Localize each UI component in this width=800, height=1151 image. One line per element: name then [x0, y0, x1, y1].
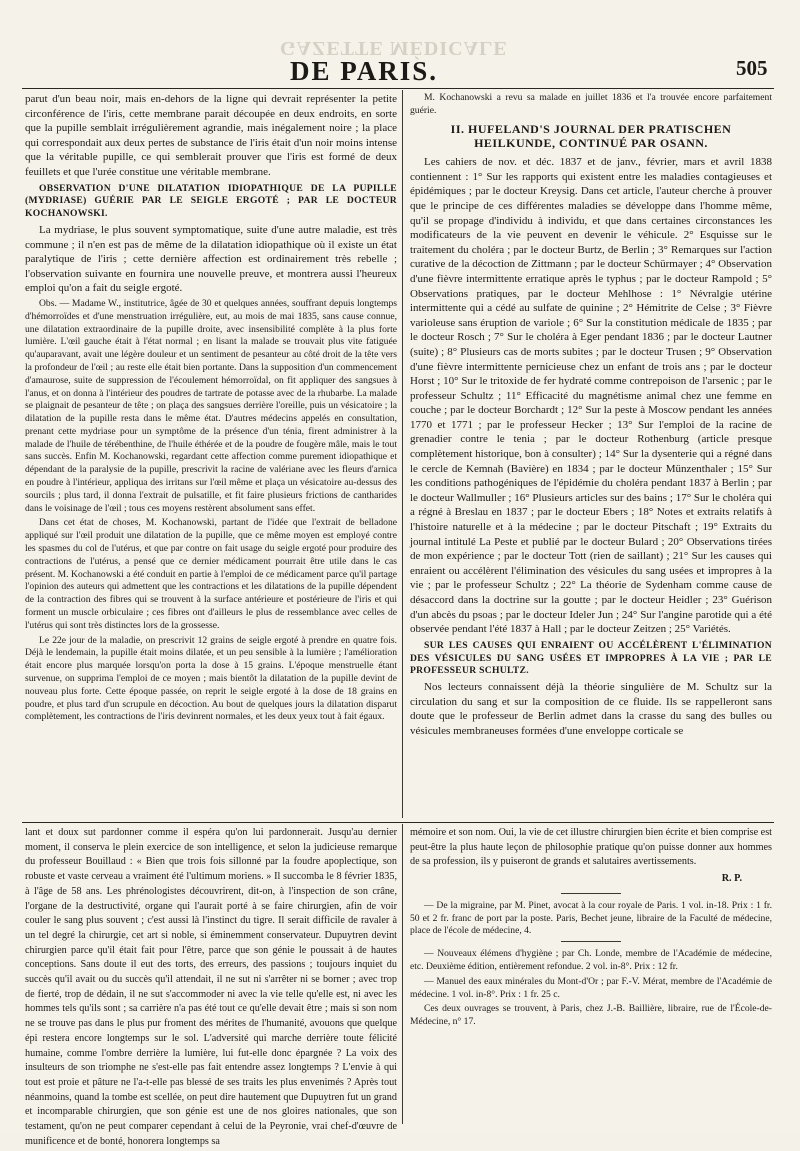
paragraph-observation: Obs. — Madame W., institutrice, âgée de 30 et quelques années, souffrant depuis longtemps d'hémorroïdes et d'une menstruation irrégulière, eut, au mois de mai 1835, sans cause connue, une dilatation extraordinaire de la pupille droite, avec insensibilité complète à la plus forte lumière. L'œil gauche était à l'état normal ; en lisant la malade se trouvait plus vite fatiguée qu'auparavant, avait une légère douleur et un sentiment de pesanteur au côté droit de la tête vers la profondeur de l'œil ; au reste elle était bien portante. Dans la supposition d'un commencement d'amaurose, suite de suppression de l'écoulement hémorroïdal, on fit appliquer des sangsues à l'anus, et on donna à l'intérieur des poudres de tartrate de potasse avec de la rhubarbe. La malade se plaignait de pesanteur de tête ; on plaça des sangsues derrière l'oreille, puis un vésicatoire ; la dilatation de la pupille resta dans le même état. D'autres médecins appelés en consultation, prenant cette mydriase pour un symptôme de la présence d'un ténia, firent administrer à la malade de l'huile de térébenthine, de l'huile éthérée et de la poudre de fougère mâle, mais le tout sans succès. Enfin M. Kochanowski, regardant cette affection comme purement idiopathique et dépendant de la paralysie de la pupille, prescrivit la racine de valériane avec les fleurs d'arnica en poudre à l'intérieur, appliqua des irritans sur l'œil même et plaça un vésicatoire au-dessus des sourcils ; plus tard, il donna l'extrait de pulsatille, et fit faire plusieurs frictions de cantharides dans le voisinage de l'œil ; tous ces moyens restèrent absolument sans effet. [25, 297, 397, 514]
column-left-top [25, 92, 397, 726]
notice: — Manuel des eaux minérales du Mont-d'Or ; par F.-V. Mérat, membre de l'Académie de médecine. 1 vol. in-8°. Prix : 1 fr. 25 c. [410, 975, 772, 1000]
notice: Ces deux ouvrages se trouvent, à Paris, chez J.-B. Baillière, libraire, rue de l'École-de-Médecine, n° 17. [410, 1003, 772, 1028]
paragraph: M. Kochanowski a revu sa malade en juillet 1836 et l'a trouvée encore parfaitement guérie. [410, 92, 772, 116]
section-heading: II. HUFELAND'S JOURNAL DER PRATISCHEN HEILKUNDE, CONTINUÉ PAR OSANN. [450, 121, 732, 151]
column-divider [402, 90, 403, 818]
column-right-bottom [410, 826, 772, 1031]
column-divider [402, 824, 403, 1124]
paragraph: mémoire et son nom. Oui, la vie de cet illustre chirurgien bien écrite et bien comprise est peut-être la plus haute leçon de philosophie pratique qu'on puisse donner aux hommes de sa profession, ils y puiseront de grands et salutaires avertissements. [410, 827, 772, 868]
paragraph: La mydriase, le plus souvent symptomatique, suite d'une autre maladie, est très commune ; il n'en est pas de même de la dilatation idiopathique où il existe un état paralytique de l'iris ; cette dernière affection est ordinairement très rebelle ; l'observation suivante en fournira une nouvelle preuve, et montrera aussi l'heureux emploi qu'on a fait du seigle ergoté. [25, 223, 397, 295]
page-number: 505 [736, 56, 768, 80]
column-right-top [410, 92, 772, 741]
paragraph: Dans cet état de choses, M. Kochanowski, partant de l'idée que l'extrait de belladone appliqué sur l'œil produit une dilatation de la pupille, que ce même moyen est employé contre les spasmes du col de l'utérus, et que par contre on fait usage du seigle ergoté pour produire des contractions de l'utérus, a pensé que ce dernier médicament pourrait être utile dans le cas présent. M. Kochanowski a été conduit en partie à l'emploi de ce médicament parce qu'il partage l'opinion des auteurs qui admettent que les contractions et les dilatations de la pupille dépendent de la contraction des fibres qui se trouvent à la surface antérieure et postérieure de l'iris et qui forment un muscle orbiculaire ; ces fibres ont d'ailleurs le plus de ressemblance avec celles de l'utérus qui sont très distinctes lors de la grossesse. [25, 517, 397, 631]
article-heading: OBSERVATION D'UNE DILATATION IDIOPATHIQUE DE LA PUPILLE (MYDRIASE) GUÉRIE PAR LE SEIGLE ERGOTÉ ; PAR LE DOCTEUR KOCHANOWSKI. [25, 182, 397, 220]
article-heading: SUR LES CAUSES QUI ENRAIENT OU ACCÉLÈRENT L'ÉLIMINATION DES VÉSICULES DU SANG USÉES ET IMPROPRES À LA VIE ; PAR LE PROFESSEUR SCHULTZ. [410, 639, 772, 677]
masthead-title: DE PARIS. [290, 56, 439, 86]
separator [561, 893, 621, 894]
paragraph: Nos lecteurs connaissent déjà la théorie singulière de M. Schultz sur la circulation du sang et sur la composition de ce fluide. Ils se rappelleront sans doute que le professeur de Berlin admet dans la crasse du sang des bulles ou vésicules membraneuses formées d'une enveloppe corticale se [410, 681, 772, 737]
signature: R. P. [721, 873, 742, 885]
column-left-bottom [25, 826, 397, 1151]
paragraph: Le 22e jour de la maladie, on prescrivit 12 grains de seigle ergoté à prendre en quatre fois. Déjà le lendemain, la pupille était moins dilatée, et un peu sensible à la lumière ; l'amélioration était encore plus marquée lorsqu'on porta la dose à 15 grains. L'époque menstruelle étant survenue, on supprima l'emploi de ce moyen ; mais bientôt la dilatation de la pupille devint de nouveau plus forte. Cette époque passée, on reprit le seigle ergoté à la dose de 18 grains en poudre, et plus tard d'un scrupule en décoction. Au bout de quelques jours la dilatation disparut complètement, les contractions de l'iris devinrent normales, et les deux yeux tout à fait égaux. [25, 634, 397, 723]
section-rule [22, 822, 774, 823]
separator [561, 941, 621, 942]
paragraph: parut d'un beau noir, mais en-dehors de la ligne qui devrait représenter la petite circonférence de l'iris, cette membrane parait découpée en deux endroits, en sorte que la pupille semblait irrégulièrement agrandie, mais inégalement noire ; la place qui correspondait aux deux pertes de substance de l'iris était d'un noir moins intense que la véritable pupille, ce qui semblerait prouver que l'iris est formé de deux feuillets et que l'urée constitue une véritable membrane. [25, 93, 397, 178]
mirrored-bleedthrough-title: GAZETTE MÉDICALE [280, 37, 508, 59]
header-rule [22, 88, 774, 89]
paragraph: lant et doux sut pardonner comme il espéra qu'on lui pardonnerait. Jusqu'au dernier moment, il conserva le plein exercice de son intelligence, et selon la judicieuse remarque du professeur Bouillaud : « Bien que trois fois sillonné par la foudre apoplectique, son robuste et vaste cerveau a vraiment été l'ultimum moriens. » Il succomba le 8 février 1835, à l'âge de 58 ans. Les phrénologistes découvrirent, dit-on, à l'inspection de son crâne, l'organe de la destructivité, organe qui l'aurait porté à se faire chirurgien, afin de voir couler le sang plus souvent ; c'est aussi là l'instinct du tigre. Il serait difficile de ravaler à un tel degré la chirurgie, cet art si noble, si éminemment conservateur. Dupuytren devint chirurgien parce qu'il était fait pour l'être, parce que son génie le poussait à de hautes conceptions. Sans doute il eut des torts, des erreurs, des passions ; toujours inquiet du succès qu'il avait ou du succès qu'il attendait, il ne sut ni s'arrêter ni se borner ; avec trop de fierté, trop de dédain, il ne sut s'accommoder ni avec la vie telle qu'elle est, ni avec les hommes tels qu'ils sont ; sa carrière n'a pas été tout ce qu'elle devait être ; mais si son nom ne se trouve pas dans le plus pur froment des mérites de l'humanité, avouons que quelque épi restera encore longtemps sur le sol. L'adversité qui marche derrière toute félicité humaine, comme l'ombre derrière la lumière, lui fut-elle donc épargnée ? La voix des insulteurs de son triomphe ne s'est-elle pas fait entendre assez longtemps ? L'envie à qui tout est proie et pâture ne l'a-t-elle pas blessé de ses traits les plus envenimés ? Après tout néanmoins, quand la tombe est scellée, on peut dire hautement que Dupuytren fut un grand et incomparable chirurgien, que son génie est une de nos gloires nationales, que son testament, qu'on ne peut comparer cependant à celui de la Peyronie, vrai chef-d'œuvre de munificence et de bonté, honorera longtemps sa [25, 827, 397, 1147]
notice: — Nouveaux élémens d'hygiène ; par Ch. Londe, membre de l'Académie de médecine, etc. Deuxième édition, entièrement refondue. 2 vol. in-8°. Prix : 12 fr. [410, 948, 772, 972]
paragraph-contents: Les cahiers de nov. et déc. 1837 et de janv., février, mars et avril 1838 contiennent : 1° Sur les rapports qui existent entre les maladies contagieuses et épidémiques ; par le docteur Kreysig. Dans cet article, l'auteur cherche à prouver que le principe de ces différentes maladies se développe dans l'homme même, qu'il se propage d'individu à individu, et que dans certaines circonstances les modificateurs de la vie peuvent en devenir le véhicule. 2° Esquisse sur le traitement du choléra ; par le docteur Burtz, de Berlin ; 3° Remarques sur l'action curative de la décoction de Zittmann ; par le docteur Schürmayer ; 4° Observation d'une fièvre intermittente erratique après le typhus ; par le docteur Rampold ; 5° Observations pratiques, par le docteur Mehlhose : 1° Névralgie utérine intermittente qui a cédé au sulfate de quinine ; 2° Hémitrite de Celse ; 3° Fièvre varioleuse sans éruption de variole ; 6° Sur la constitution médicale de 1835 ; par le docteur Rosch ; 7° Sur le choléra à Eger pendant 1836 ; par le docteur Lautner (suite) ; 8° Plusieurs cas de morts subites ; par le docteur Trusen ; 9° Observation d'une fièvre intermittente pernicieuse chez un enfant de trois ans ; par le docteur Horst ; 10° Sur le tritoxide de fer hydraté comme contrepoison de l'arsenic ; par le professeur Schultz ; 11° Efficacité du magnétisme animal chez une femme en couche ; par le docteur Borchardt ; 12° Sur la peste à Moscow pendant les années 1770 et 1771 ; par le professeur Hecker ; 13° Sur l'emploi de la racine de grenadier contre le tenia ; par le docteur Rothenburg (article presque complètement historique, bon à consulter) ; 14° Sur la dysenterie qui a régné dans le cercle de Kemnah (Bavière) en 1834 ; par le docteur Münzenthaler ; 15° Sur les conditions pathogéniques de l'épidémie du choléra pendant 1837 à Berlin ; par le docteur Wallmuller ; 16° Plusieurs articles sur des bains ; 17° Sur le choléra qui a régné à Breslau en 1837 ; par le docteur Ebers ; 18° Notes et extraits relatifs à l'histoire naturelle et à la médecine ; par le docteur Pitschaft ; 19° Extraits du journal intitulé La Peste et publié par le docteur Bulard ; 20° Observations tirées de mon expérience ; par le docteur Tott (rien de saillant) ; 21° Sur les causes qui enraient ou accélèrent l'élimination des vésicules du sang usées et impropres à la vie ; par le professeur Schultz ; 22° La théorie de Sydenham comme cause de désaccord dans la doctrine sur la goutte ; par le docteur Heidler ; 23° Guérison d'un abcès du psoas ; par le docteur Ideler Jun ; 24° Sur l'angine parotide qui a été observée pendant l'été 1837 à Hall ; par le docteur Zeitzen ; 25° Variétés. [410, 156, 772, 636]
notice: — De la migraine, par M. Pinet, avocat à la cour royale de Paris. 1 vol. in-18. Prix : 1 fr. 50 et 2 fr. franc de port par la poste. Paris, Bechet jeune, libraire de la Faculté de médecine, place de l'école de médecine, 4. [410, 899, 772, 937]
